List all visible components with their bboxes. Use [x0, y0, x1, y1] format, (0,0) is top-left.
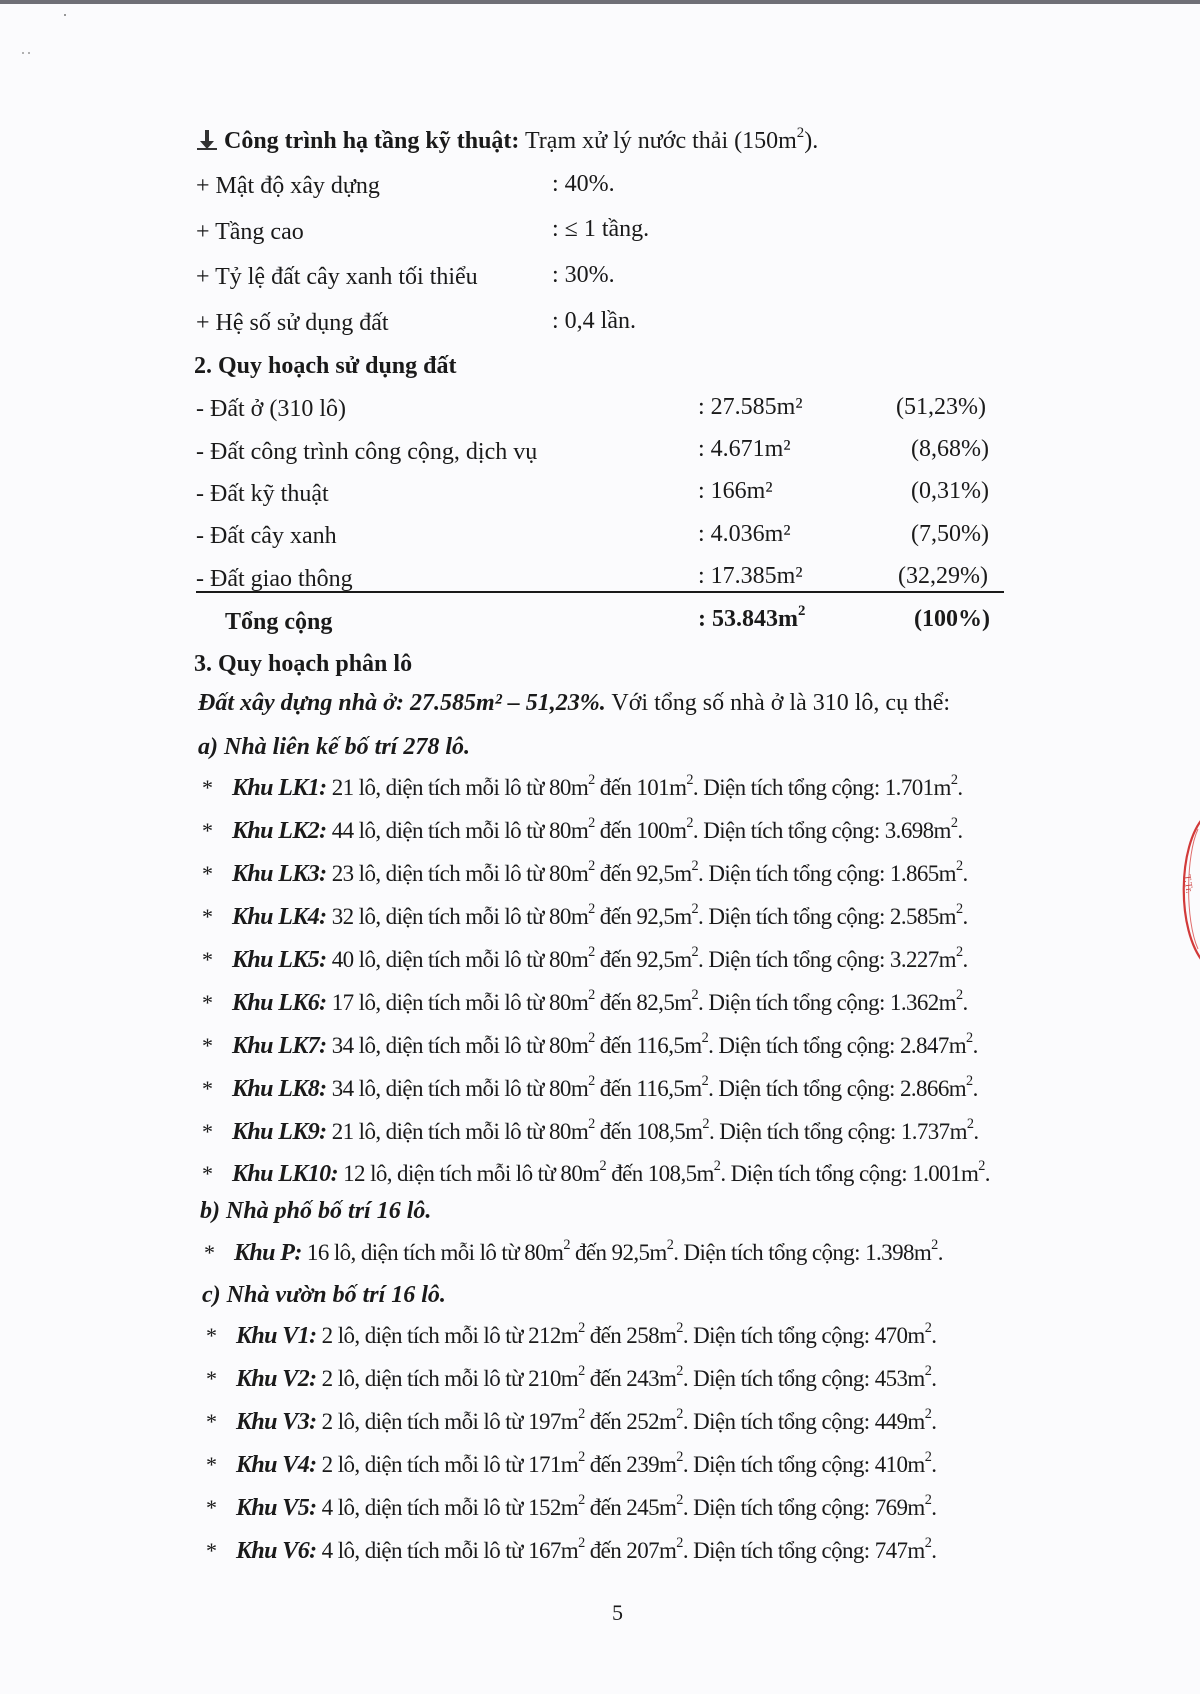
lot-zone-name: Khu LK3:: [232, 861, 327, 887]
star-bullet-icon: *: [206, 1452, 217, 1477]
star-bullet-icon: *: [202, 990, 213, 1015]
lot-zone-name: Khu LK10:: [232, 1161, 338, 1187]
lot-end: .: [962, 990, 968, 1015]
lot-max: đến 82,5m: [594, 990, 692, 1015]
superscript: 2: [966, 1116, 974, 1133]
superscript: 2: [924, 1535, 932, 1552]
superscript: 2: [978, 1158, 985, 1175]
lot-end: .: [931, 1323, 937, 1348]
lot-zone-name: Khu LK1:: [232, 775, 327, 801]
lot-end: .: [972, 1076, 978, 1101]
lot-zone-name: Khu LK5:: [232, 947, 327, 973]
lot-row: [202, 1073, 978, 1103]
superscript: 2: [676, 1363, 683, 1380]
lot-zone-name: Khu V5:: [236, 1495, 317, 1521]
lot-row: [206, 1406, 937, 1436]
lot-count-min: 2 lô, diện tích mỗi lô từ 212m: [316, 1323, 579, 1348]
lot-max: đến 116,5m: [594, 1076, 702, 1101]
landuse-pct: (51,23%): [896, 394, 986, 420]
superscript: 2: [578, 1363, 585, 1380]
down-arrow-bullet-icon: [196, 129, 218, 151]
superscript: 2: [924, 1320, 932, 1337]
superscript: 2: [588, 987, 595, 1004]
superscript: 2: [691, 858, 699, 875]
superscript: 2: [686, 772, 693, 789]
superscript: 2: [578, 1492, 585, 1509]
lot-end: .: [931, 1495, 937, 1520]
lot-end: .: [931, 1452, 937, 1477]
intro-bold: Đất xây dựng nhà ở: 27.585m² – 51,23%.: [198, 690, 606, 716]
star-bullet-icon: *: [202, 904, 213, 929]
star-bullet-icon: *: [202, 775, 213, 800]
lot-max: đến 92,5m: [594, 947, 692, 972]
lot-row: [206, 1535, 937, 1565]
lot-row: [202, 858, 968, 888]
infra-line: [196, 126, 818, 155]
landuse-area: : 4.036m²: [698, 521, 791, 547]
lot-zone-name: Khu LK4:: [232, 904, 327, 930]
star-bullet-icon: *: [202, 1033, 213, 1058]
superscript: 2: [676, 1492, 683, 1509]
lot-zone-name: Khu LK8:: [232, 1076, 327, 1102]
lot-total: . Diện tích tổng cộng: 453m: [682, 1366, 925, 1391]
superscript: 2: [676, 1535, 683, 1552]
page-number: 5: [612, 1600, 623, 1625]
lot-end: .: [972, 1033, 978, 1058]
landuse-label: - Đất cây xanh: [196, 523, 337, 549]
total-area-value: : 53.843m: [698, 606, 798, 632]
param-label: + Mật độ xây dựng: [196, 173, 380, 199]
superscript: 2: [691, 901, 699, 918]
superscript: 2: [588, 858, 595, 875]
lot-end: .: [973, 1119, 979, 1144]
landuse-pct: (0,31%): [911, 478, 989, 504]
lot-max: đến 92,5m: [594, 861, 692, 886]
lot-max: đến 101m: [594, 775, 687, 800]
star-bullet-icon: *: [206, 1366, 217, 1391]
lot-row: [202, 987, 968, 1017]
superscript: 2: [702, 1116, 709, 1133]
superscript: 2: [676, 1449, 683, 1466]
lot-row: [206, 1492, 937, 1522]
lot-row: [202, 901, 968, 931]
star-bullet-icon: *: [202, 1119, 213, 1144]
lot-count-min: 2 lô, diện tích mỗi lô từ 210m: [316, 1366, 579, 1391]
lot-max: đến 92,5m: [594, 904, 692, 929]
lot-count-min: 16 lô, diện tích mỗi lô từ 80m: [301, 1240, 564, 1265]
landuse-area: : 4.671m²: [698, 436, 791, 462]
lot-end: .: [937, 1240, 943, 1265]
lot-max: đến 108,5m: [606, 1161, 714, 1186]
section-3-title: 3. Quy hoạch phân lô: [194, 651, 413, 677]
lot-zone-name: Khu V2:: [236, 1366, 317, 1392]
param-label: + Tỷ lệ đất cây xanh tối thiểu: [196, 264, 478, 290]
param-label: + Hệ số sử dụng đất: [196, 310, 389, 336]
lot-zone-name: Khu LK9:: [232, 1119, 327, 1145]
landuse-pct: (7,50%): [911, 521, 989, 547]
superscript: 2: [676, 1406, 683, 1423]
lot-end: .: [962, 861, 968, 886]
superscript: 2: [701, 1073, 709, 1090]
landuse-area: : 166m²: [698, 478, 773, 504]
star-bullet-icon: *: [202, 861, 213, 886]
lot-end: .: [931, 1366, 937, 1391]
landuse-pct: (32,29%): [898, 563, 988, 589]
lot-max: đến 108,5m: [594, 1119, 703, 1144]
lot-row: [202, 944, 968, 974]
superscript: 2: [950, 772, 958, 789]
landuse-label: - Đất công trình công cộng, dịch vụ: [196, 439, 538, 465]
landuse-area: : 27.585m²: [698, 394, 803, 420]
superscript: 2: [578, 1449, 585, 1466]
total-label: Tổng cộng: [225, 609, 333, 635]
infra-tail: ).: [804, 128, 819, 154]
lot-zone-name: Khu V6:: [236, 1538, 317, 1564]
star-bullet-icon: *: [202, 818, 213, 843]
lot-row: [204, 1237, 943, 1267]
lot-total: . Diện tích tổng cộng: 410m: [682, 1452, 925, 1477]
superscript: 2: [588, 944, 595, 961]
lot-max: đến 245m: [584, 1495, 677, 1520]
lot-total: . Diện tích tổng cộng: 470m: [682, 1323, 925, 1348]
lot-count-min: 4 lô, diện tích mỗi lô từ 152m: [316, 1495, 579, 1520]
section-3-intro: [198, 690, 950, 717]
superscript: 2: [588, 815, 595, 832]
superscript: 2: [599, 1158, 607, 1175]
subsection-a-title: a) Nhà liên kế bố trí 278 lô.: [198, 734, 471, 760]
lot-total: . Diện tích tổng cộng: 1.737m: [708, 1119, 967, 1144]
superscript: 2: [676, 1320, 683, 1337]
superscript: 2: [966, 1030, 973, 1047]
lot-total: . Diện tích tổng cộng: 2.585m: [698, 904, 956, 929]
lot-total: . Diện tích tổng cộng: 449m: [682, 1409, 925, 1434]
lot-max: đến 239m: [584, 1452, 677, 1477]
subsection-b-title: b) Nhà phố bố trí 16 lô.: [200, 1198, 432, 1224]
lot-end: .: [931, 1409, 937, 1434]
star-bullet-icon: *: [202, 1076, 213, 1101]
lot-max: đến 252m: [584, 1409, 677, 1434]
superscript: 2: [931, 1237, 938, 1254]
landuse-area: : 17.385m²: [698, 563, 803, 589]
lot-max: đến 243m: [584, 1366, 677, 1391]
landuse-label: - Đất ở (310 lô): [196, 396, 346, 422]
landuse-label: - Đất giao thông: [196, 566, 353, 592]
lot-total: . Diện tích tổng cộng: 2.847m: [708, 1033, 967, 1058]
param-value: : ≤ 1 tầng.: [552, 216, 650, 242]
superscript: 2: [955, 901, 963, 918]
lot-count-min: 34 lô, diện tích mỗi lô từ 80m: [326, 1076, 589, 1101]
lot-end: .: [962, 904, 968, 929]
superscript: 2: [578, 1535, 585, 1552]
lot-total: . Diện tích tổng cộng: 1.398m: [673, 1240, 932, 1265]
param-value: : 40%.: [552, 171, 615, 197]
lot-zone-name: Khu V1:: [236, 1323, 317, 1349]
lot-total: . Diện tích tổng cộng: 3.227m: [698, 947, 956, 972]
lot-zone-name: Khu V4:: [236, 1452, 317, 1478]
superscript: 2: [796, 124, 805, 141]
lot-count-min: 12 lô, diện tích mỗi lô từ 80m: [337, 1161, 600, 1186]
superscript: 2: [924, 1406, 932, 1423]
infra-text: Trạm xử lý nước thải (150m: [524, 128, 797, 154]
superscript: 2: [578, 1406, 585, 1423]
superscript: 2: [588, 1116, 595, 1133]
lot-count-min: 17 lô, diện tích mỗi lô từ 80m: [326, 990, 589, 1015]
lot-total: . Diện tích tổng cộng: 1.865m: [698, 861, 956, 886]
star-bullet-icon: *: [206, 1538, 217, 1563]
lot-count-min: 4 lô, diện tích mỗi lô từ 167m: [316, 1538, 579, 1563]
lot-total: . Diện tích tổng cộng: 769m: [682, 1495, 925, 1520]
svg-text:T.Tr.: T.Tr.: [1181, 873, 1195, 895]
superscript: 2: [686, 815, 693, 832]
superscript: 2: [924, 1363, 932, 1380]
lot-row: [206, 1320, 937, 1350]
lot-count-min: 40 lô, diện tích mỗi lô từ 80m: [326, 947, 589, 972]
total-divider: [196, 591, 1004, 593]
lot-row: [206, 1449, 937, 1479]
lot-row: [202, 1116, 979, 1146]
superscript: 2: [797, 602, 806, 619]
superscript: 2: [588, 772, 595, 789]
lot-zone-name: Khu LK7:: [232, 1033, 327, 1059]
lot-row: [202, 1158, 990, 1188]
param-label: + Tầng cao: [196, 219, 304, 245]
lot-count-min: 2 lô, diện tích mỗi lô từ 171m: [316, 1452, 579, 1477]
lot-row: [202, 772, 963, 802]
superscript: 2: [701, 1030, 709, 1047]
lot-zone-name: Khu LK6:: [232, 990, 327, 1016]
total-pct: (100%): [914, 606, 990, 632]
superscript: 2: [955, 858, 963, 875]
lot-count-min: 2 lô, diện tích mỗi lô từ 197m: [316, 1409, 579, 1434]
total-area: [698, 602, 806, 633]
lot-max: đến 116,5m: [594, 1033, 702, 1058]
red-seal-stamp-fragment: [1160, 815, 1200, 965]
lot-end: .: [931, 1538, 937, 1563]
superscript: 2: [691, 987, 699, 1004]
superscript: 2: [924, 1449, 932, 1466]
lot-total: . Diện tích tổng cộng: 747m: [682, 1538, 925, 1563]
star-bullet-icon: *: [206, 1409, 217, 1434]
lot-max: đến 258m: [584, 1323, 677, 1348]
superscript: 2: [955, 987, 963, 1004]
superscript: 2: [563, 1237, 570, 1254]
star-bullet-icon: *: [202, 1161, 213, 1186]
lot-count-min: 44 lô, diện tích mỗi lô từ 80m: [326, 818, 589, 843]
star-bullet-icon: *: [206, 1323, 217, 1348]
lot-count-min: 32 lô, diện tích mỗi lô từ 80m: [326, 904, 589, 929]
lot-count-min: 34 lô, diện tích mỗi lô từ 80m: [326, 1033, 589, 1058]
landuse-pct: (8,68%): [911, 436, 989, 462]
intro-rest: Với tổng số nhà ở là 310 lô, cụ thể:: [605, 690, 951, 716]
lot-end: .: [984, 1161, 990, 1186]
lot-end: .: [957, 818, 963, 843]
infra-label: Công trình hạ tầng kỹ thuật:: [224, 128, 520, 154]
star-bullet-icon: *: [204, 1240, 215, 1265]
lot-total: . Diện tích tổng cộng: 1.362m: [698, 990, 956, 1015]
lot-end: .: [957, 775, 963, 800]
lot-max: đến 92,5m: [569, 1240, 667, 1265]
lot-count-min: 21 lô, diện tích mỗi lô từ 80m: [326, 775, 589, 800]
superscript: 2: [955, 944, 963, 961]
star-bullet-icon: *: [202, 947, 213, 972]
lot-total: . Diện tích tổng cộng: 2.866m: [708, 1076, 967, 1101]
lot-total: . Diện tích tổng cộng: 1.001m: [720, 1161, 979, 1186]
superscript: 2: [713, 1158, 721, 1175]
lot-count-min: 23 lô, diện tích mỗi lô từ 80m: [326, 861, 589, 886]
lot-total: . Diện tích tổng cộng: 1.701m: [692, 775, 951, 800]
superscript: 2: [924, 1492, 932, 1509]
superscript: 2: [666, 1237, 674, 1254]
star-bullet-icon: *: [206, 1495, 217, 1520]
param-value: : 30%.: [552, 262, 615, 288]
lot-end: .: [962, 947, 968, 972]
param-value: : 0,4 lần.: [552, 308, 636, 334]
superscript: 2: [588, 1030, 595, 1047]
lot-zone-name: Khu V3:: [236, 1409, 317, 1435]
superscript: 2: [966, 1073, 973, 1090]
lot-total: . Diện tích tổng cộng: 3.698m: [692, 818, 951, 843]
superscript: 2: [588, 1073, 595, 1090]
section-2-title: 2. Quy hoạch sử dụng đất: [194, 353, 457, 379]
superscript: 2: [588, 901, 595, 918]
lot-row: [206, 1363, 937, 1393]
lot-row: [202, 1030, 978, 1060]
lot-row: [202, 815, 963, 845]
lot-max: đến 207m: [584, 1538, 677, 1563]
lot-count-min: 21 lô, diện tích mỗi lô từ 80m: [326, 1119, 589, 1144]
lot-zone-name: Khu LK2:: [232, 818, 327, 844]
landuse-label: - Đất kỹ thuật: [196, 481, 329, 507]
lot-max: đến 100m: [594, 818, 687, 843]
superscript: 2: [950, 815, 958, 832]
superscript: 2: [578, 1320, 585, 1337]
subsection-c-title: c) Nhà vườn bố trí 16 lô.: [202, 1282, 446, 1308]
superscript: 2: [691, 944, 699, 961]
lot-zone-name: Khu P:: [234, 1240, 302, 1266]
